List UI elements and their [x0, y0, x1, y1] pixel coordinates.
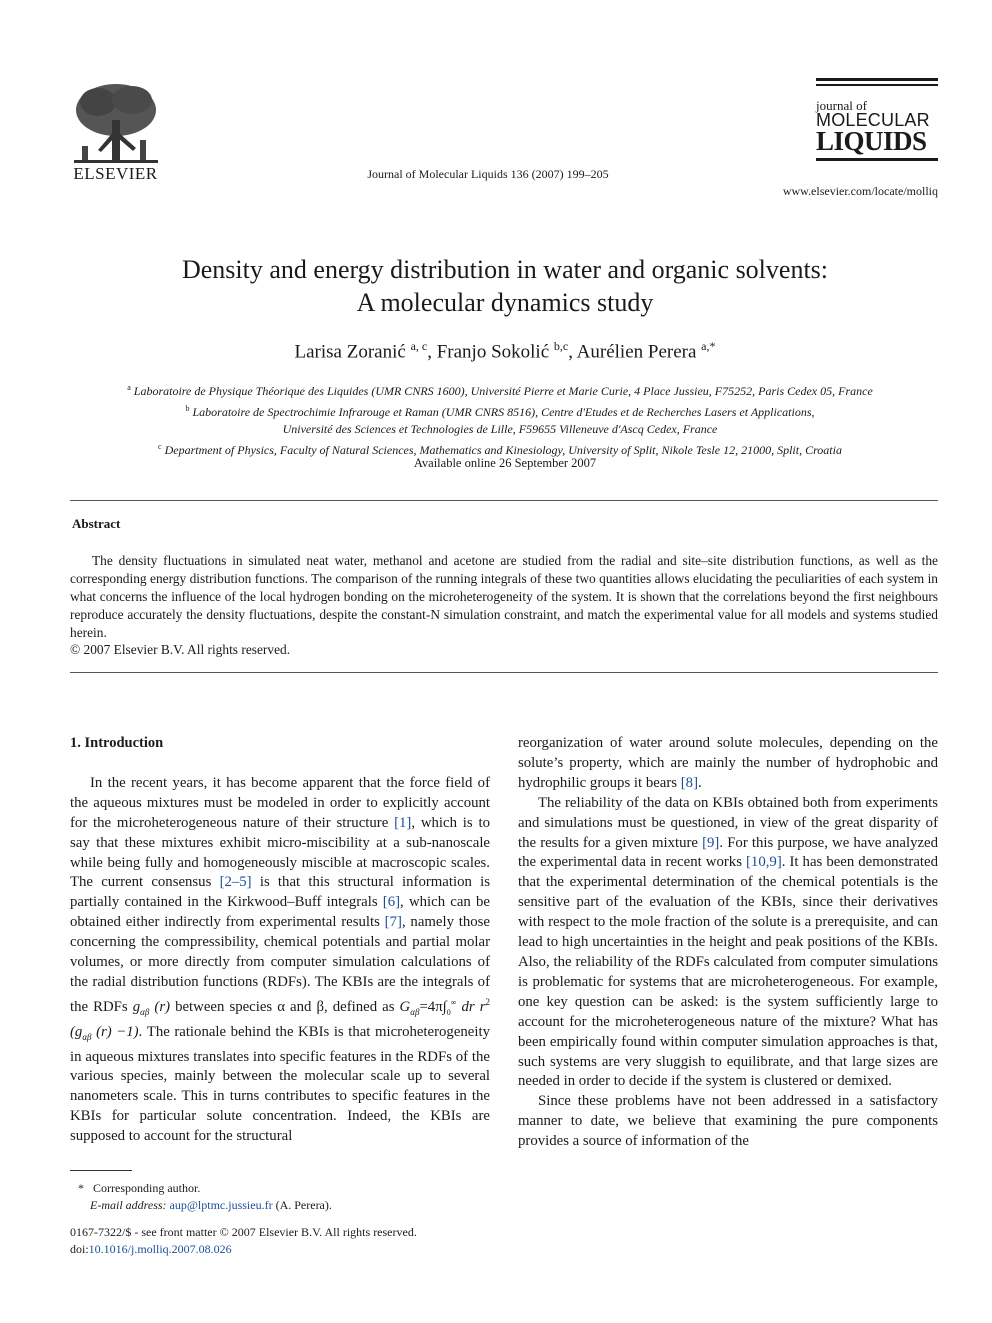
- author-affil[interactable]: a,*: [701, 339, 716, 353]
- issn-line: 0167-7322/$ - see front matter © 2007 Elsevier B.V. All rights reserved.: [70, 1225, 417, 1239]
- divider: [70, 672, 938, 673]
- publisher-name: ELSEVIER: [73, 164, 158, 183]
- left-column: [70, 734, 490, 1147]
- author-affil[interactable]: a, c: [410, 339, 428, 353]
- citation-link[interactable]: [2–5]: [219, 874, 252, 891]
- article-title: [0, 253, 992, 319]
- journal-url[interactable]: www.elsevier.com/locate/molliq: [782, 184, 938, 198]
- footnote-label: Corresponding author.: [93, 1181, 201, 1195]
- divider: [70, 500, 938, 501]
- affiliation: $^c$ Department of Physics, Faculty of Natural Sciences, Mathematics and Kinesiology, University of Split, Nikole Tesle 12, 21000, Split, Croatia: [158, 442, 842, 457]
- logo-liquids: LIQUIDS: [816, 125, 927, 156]
- citation-link[interactable]: [10,9]: [746, 854, 782, 871]
- author-list: [0, 339, 992, 363]
- author-name[interactable]: Larisa Zoranić: [294, 341, 406, 363]
- citation-link[interactable]: [8]: [680, 774, 699, 791]
- logo-bar: [816, 78, 938, 81]
- paragraph: reorganization of water around solute molecules, depending on the solute’s property, which are mainly the number of hydrophobic and hydrophilic groups it bears [8].: [518, 735, 938, 791]
- logo-bar: [816, 84, 938, 86]
- citation-link[interactable]: [9]: [702, 834, 720, 851]
- journal-logo: [816, 78, 938, 164]
- math-g: g: [132, 998, 141, 1015]
- math-G: G: [399, 998, 411, 1015]
- citation-link[interactable]: [7]: [384, 914, 402, 931]
- doi-label: doi:: [70, 1242, 89, 1256]
- paragraph: In the recent years, it has become apparent that the force field of the aqueous mixtures must be modeled in order to explicitly account for the microheterogeneous nature of their structure [1], which is to say that these mixtures exhibit micro-miscibility at a sub-nanoscale while being fully and homogeneously miscible at macroscopic scales. The current consensus [2–5] is that this structural information is partially contained in the Kirkwood–Buff integrals [6], which can be obtained either indirectly from experimental results [7], namely those concerning the compressibility, chemical potentials and partial molar volumes, or more directly from computer simulation calculations of the radial distribution functions (RDFs). The KBIs are the integrals of the RDFs $g_{\alpha\beta}$ (r) between species α and β, defined as $G_{\alpha\beta}=4\pi\int_0^\infty$ dr $r^2$ ($g_{\alpha\beta}$ (r) −1). The rationale behind the KBIs is that microheterogeneity in aqueous mixtures translates into specific features in the RDFs of the various species, mainly between the molecular scale up to several nanometers scale. This in turns contributes to specific features in the KBIs for particular solute concentration. Indeed, the KBIs are supposed to account for the structural: [70, 774, 490, 1145]
- right-column: [518, 734, 938, 1152]
- author-name[interactable]: Aurélien Perera: [576, 341, 697, 363]
- footnote: * Corresponding author. E-mail address: aup@lptmc.jussieu.fr (A. Perera).: [78, 1181, 332, 1212]
- paragraph: The reliability of the data on KBIs obtained both from experiments and simulations must be questioned, in view of the great disparity of the results for a given mixture [9]. For this purpose, we have analyzed the experimental data in recent works [10,9]. It has been demonstrated that the experimental determination of the chemical potentials is the sensitive part of the evaluation of the KBIs, since their derivatives with respect to the mole fraction of the solute is a prerequisite, and can lead to high uncertainties in the height and peak positions of the KBIs. Also, the reliability of the RDFs calculated from computer simulations is problematic for systems that are microheterogeneous. For example, one key question can be asked: is the system sufficiently large to account for the microheterogeneous nature of the mixture? What has been empirically found within computer simulation approaches is that, such systems are very sluggish to equilibrate, and that large sizes are needed in order to decide if the system is clustered or demixed.: [518, 794, 938, 1090]
- affiliation: Université des Sciences et Technologies de Lille, F59655 Villeneuve d'Ascq Cedex, France: [282, 422, 718, 436]
- email-label: E-mail address:: [90, 1198, 167, 1212]
- author-affil[interactable]: b,c: [553, 339, 569, 353]
- logo-bar: [816, 158, 938, 161]
- email-link[interactable]: aup@lptmc.jussieu.fr: [169, 1198, 273, 1212]
- citation-link[interactable]: [1]: [394, 814, 412, 831]
- available-online: Available online 26 September 2007: [413, 456, 597, 470]
- citation-link[interactable]: [6]: [382, 894, 401, 911]
- abstract-heading: Abstract: [72, 516, 121, 531]
- abstract-text: The density fluctuations in simulated neat water, methanol and acetone are studied from the radial and site–site distribution functions, as well as the corresponding energy distribution functions. The comparison of the running integrals of these two quantities allows elucidating the peculiarities of each system in what concerns the influence of the local hydrogen bonding on the microheterogeneity of the system. It is shown that the correlations beyond the first neighbours reproduce accurately the density fluctuations, despite the constant-N simulation constraint, and match the experimental value for all models and systems studied herein.: [70, 553, 938, 640]
- affiliation: $^a$ Laboratoire de Physique Théorique des Liquides (UMR CNRS 1600), Université Pierre et Marie Curie, 4 Place Jussieu, F75252, Paris Cedex 05, France: [127, 383, 873, 398]
- journal-reference: Journal of Molecular Liquids 136 (2007) 199–205: [367, 167, 609, 181]
- paragraph: Since these problems have not been addressed in a satisfactory manner to date, we believe that examining the pure components provides a source of information of the: [518, 1093, 938, 1150]
- footnote-rule: [70, 1170, 132, 1171]
- logo-journal-of: journal of: [816, 97, 867, 113]
- footnote-mark: *: [78, 1181, 84, 1195]
- title-line-1: Density and energy distribution in water and organic solvents:: [181, 255, 829, 284]
- section-heading: 1. Introduction: [70, 735, 164, 751]
- affiliation: $^b$ Laboratoire de Spectrochimie Infrarouge et Raman (UMR CNRS 8516), Centre d'Etudes et de Recherches Lasers et Applications,: [185, 404, 815, 419]
- doi-link[interactable]: 10.1016/j.molliq.2007.08.026: [88, 1242, 232, 1256]
- author-sep: ,: [568, 341, 577, 363]
- affiliations: [0, 379, 992, 459]
- title-line-2: A molecular dynamics study: [356, 288, 654, 317]
- abstract-copyright: © 2007 Elsevier B.V. All rights reserved.: [70, 642, 291, 657]
- logo-molecular: MOLECULAR: [816, 109, 930, 130]
- author-sep: ,: [427, 341, 437, 363]
- author-name[interactable]: Franjo Sokolić: [436, 341, 550, 363]
- front-matter: [70, 1224, 417, 1258]
